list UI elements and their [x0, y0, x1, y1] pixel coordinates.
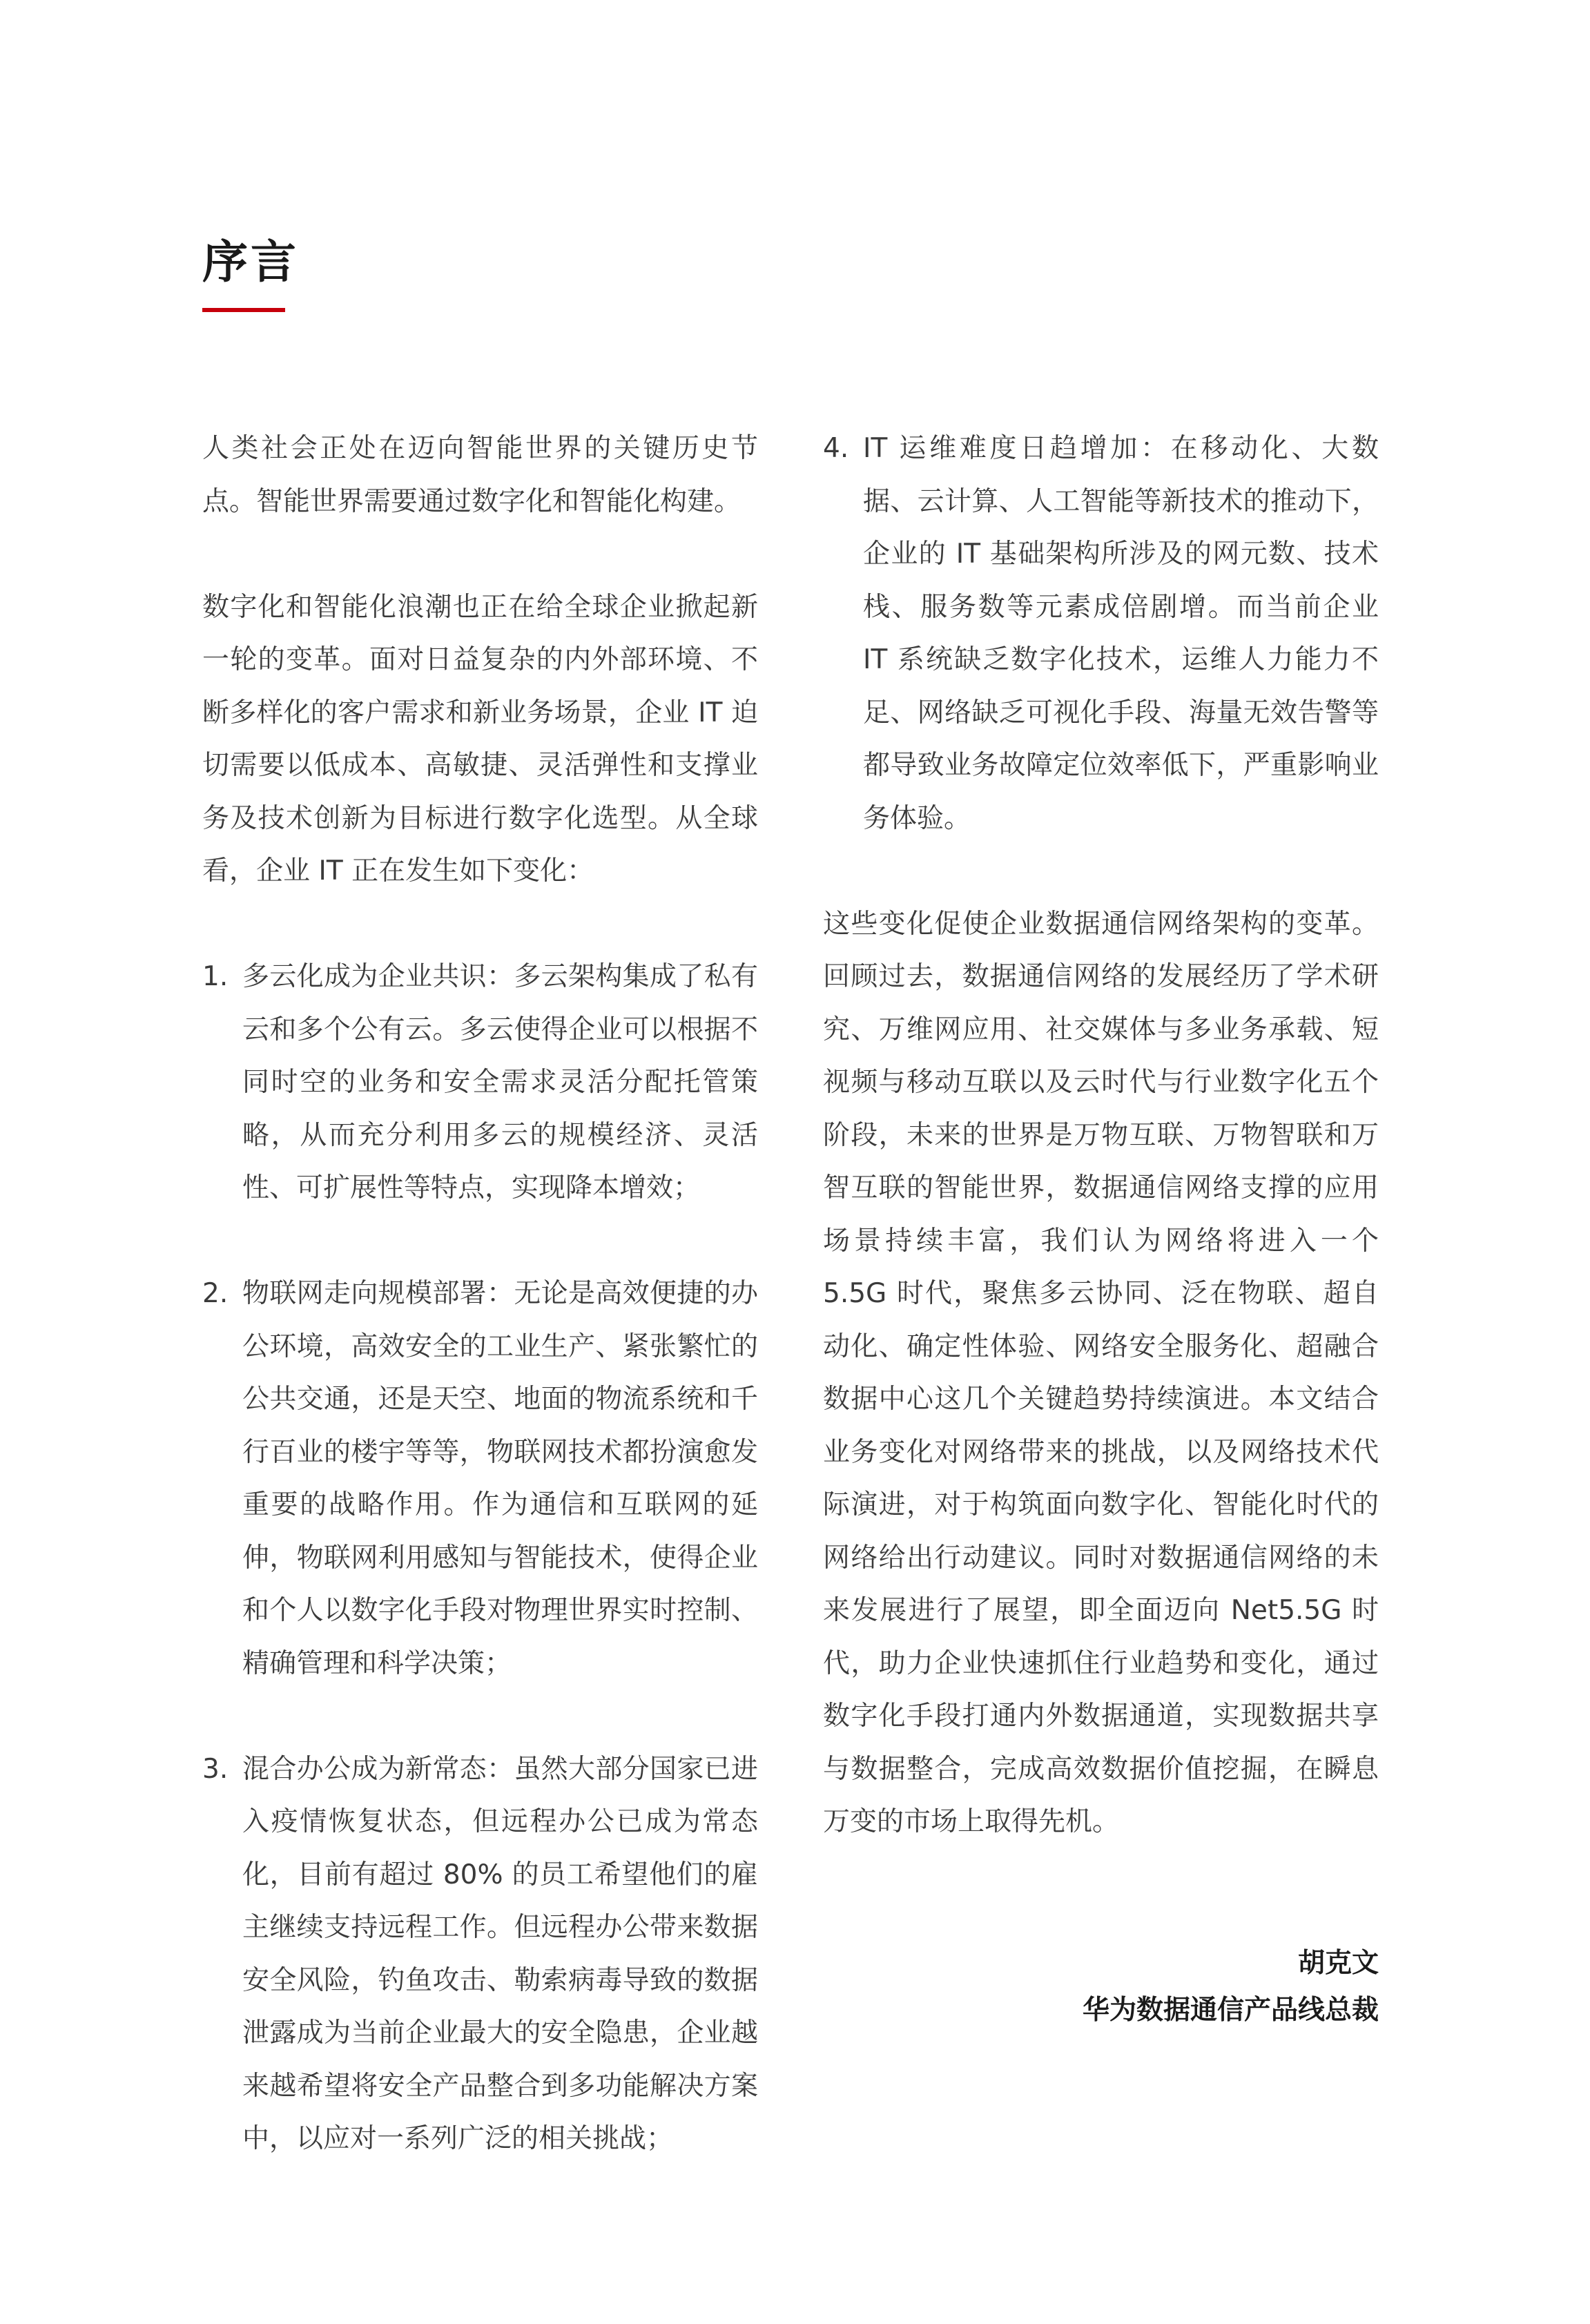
page-title: 序言: [202, 235, 299, 289]
list-item: [202, 1268, 758, 1690]
left-column: [202, 423, 758, 2218]
signature-name: 胡克文: [1297, 1948, 1379, 1979]
list-item-number: 4.: [823, 433, 849, 464]
list-item: [202, 951, 758, 1215]
list-item: [823, 423, 1379, 845]
list-item-number: 1.: [202, 961, 229, 992]
list-item-number: 2.: [202, 1278, 229, 1309]
title-underline: [202, 308, 285, 312]
signature-position: 华为数据通信产品线总裁: [1082, 1995, 1379, 2026]
signature-block: [1083, 1940, 1379, 2034]
list-item: [202, 1743, 758, 2166]
intro-paragraph: 人类社会正处在迈向智能世界的关键历史节点。智能世界需要通过数字化和智能化构建。: [202, 433, 758, 517]
list-item-text: 物联网走向规模部署：无论是高效便捷的办公环境，高效安全的工业生产、紧张繁忙的公共交通，还是天空、地面的物流系统和千行百业的楼宇等等，物联网技术都扮演愈发重要的战略作用。作为通信和互联网的延伸，物联网利用感知与智能技术，使得企业和个人以数字化手段对物理世界实时控制、精确管理和科学决策；: [242, 1278, 758, 1679]
trend-list-continued: [823, 423, 1379, 845]
context-paragraph: 数字化和智能化浪潮也正在给全球企业掀起新一轮的变革。面对日益复杂的内外部环境、不断多样化的客户需求和新业务场景，企业 IT 迫切需要以低成本、高敏捷、灵活弹性和支撑业务及技术创新为目标进行数字化选型。从全球看，企业 IT 正在发生如下变化：: [202, 591, 758, 887]
list-item-text: IT 运维难度日趋增加：在移动化、大数据、云计算、人工智能等新技术的推动下，企业的 IT 基础架构所涉及的网元数、技术栈、服务数等元素成倍剧增。而当前企业 IT 系统缺乏数字化技术，运维人力能力不足、网络缺乏可视化手段、海量无效告警等都导致业务故障定位效率低下，严重影响业务体验。: [863, 433, 1379, 834]
trend-list: [202, 951, 758, 2166]
right-column: [823, 423, 1379, 1901]
list-item-text: 多云化成为企业共识：多云架构集成了私有云和多个公有云。多云使得企业可以根据不同时空的业务和安全需求灵活分配托管策略，从而充分利用多云的规模经济、灵活性、可扩展性等特点，实现降本增效；: [242, 961, 758, 1203]
list-item-number: 3.: [202, 1753, 229, 1785]
conclusion-paragraph: 这些变化促使企业数据通信网络架构的变革。回顾过去，数据通信网络的发展经历了学术研究、万维网应用、社交媒体与多业务承载、短视频与移动互联以及云时代与行业数字化五个阶段，未来的世界是万物互联、万物智联和万智互联的智能世界，数据通信网络支撑的应用场景持续丰富，我们认为网络将进入一个 5.5G 时代，聚焦多云协同、泛在物联、超自动化、确定性体验、网络安全服务化、超融合数据中心这几个关键趋势持续演进。本文结合业务变化对网络带来的挑战，以及网络技术代际演进，对于构筑面向数字化、智能化时代的网络给出行动建议。同时对数据通信网络的未来发展进行了展望，即全面迈向 Net5.5G 时代，助力企业快速抓住行业趋势和变化，通过数字化手段打通内外数据通道，实现数据共享与数据整合，完成高效数据价值挖掘，在瞬息万变的市场上取得先机。: [823, 908, 1379, 1837]
list-item-text: 混合办公成为新常态：虽然大部分国家已进入疫情恢复状态，但远程办公已成为常态化，目前有超过 80% 的员工希望他们的雇主继续支持远程工作。但远程办公带来数据安全风险，钓鱼攻击、勒索病毒导致的数据泄露成为当前企业最大的安全隐患，企业越来越希望将安全产品整合到多功能解决方案中，以应对一系列广泛的相关挑战；: [242, 1753, 758, 2154]
